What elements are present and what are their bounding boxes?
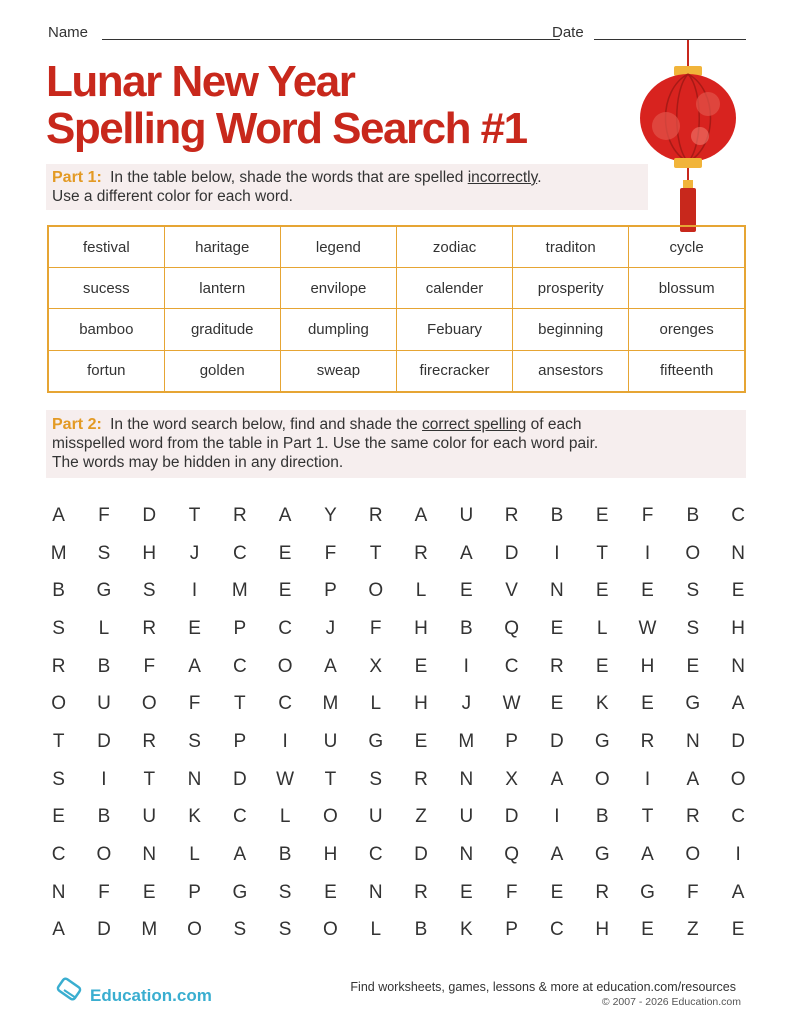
word-search-letter[interactable]: S bbox=[686, 617, 700, 639]
word-cell[interactable]: fifteenth bbox=[629, 350, 745, 392]
word-search-letter[interactable]: T bbox=[143, 768, 156, 790]
word-search-letter[interactable]: E bbox=[459, 580, 473, 602]
word-search-letter[interactable]: N bbox=[685, 730, 700, 752]
word-search-letter[interactable]: N bbox=[550, 580, 564, 602]
word-search-letter[interactable]: E bbox=[414, 655, 428, 677]
word-cell[interactable]: bamboo bbox=[48, 309, 164, 350]
word-search-letter[interactable]: T bbox=[641, 806, 654, 828]
word-search-letter[interactable]: R bbox=[368, 504, 383, 526]
word-search-letter[interactable]: P bbox=[233, 730, 247, 752]
word-search-row bbox=[36, 610, 761, 648]
word-search-letter[interactable]: S bbox=[369, 768, 383, 790]
word-cell[interactable]: beginning bbox=[513, 309, 629, 350]
word-search-letter[interactable]: G bbox=[96, 580, 112, 602]
name-field-line[interactable] bbox=[102, 39, 560, 40]
word-search-letter[interactable]: C bbox=[232, 542, 247, 564]
word-search-row bbox=[36, 572, 761, 610]
word-search-letter[interactable]: Q bbox=[504, 617, 519, 639]
word-search-row bbox=[36, 648, 761, 686]
word-cell[interactable]: graditude bbox=[164, 309, 280, 350]
word-search-letter[interactable]: D bbox=[97, 919, 111, 941]
word-cell[interactable]: blossum bbox=[629, 268, 745, 309]
word-search-letter[interactable]: D bbox=[142, 504, 157, 526]
word-search-letter[interactable]: P bbox=[324, 580, 337, 602]
part2-text-after: of each bbox=[526, 416, 582, 433]
word-search-letter[interactable]: R bbox=[142, 730, 157, 752]
word-search-grid bbox=[36, 497, 761, 949]
part1-instructions bbox=[46, 164, 648, 210]
word-search-letter[interactable]: R bbox=[550, 655, 564, 677]
word-search-letter[interactable]: X bbox=[505, 768, 518, 790]
word-cell[interactable]: sucess bbox=[48, 268, 164, 309]
word-search-letter[interactable]: S bbox=[686, 580, 700, 602]
word-search-letter[interactable]: A bbox=[641, 844, 654, 866]
part1-text-after: . bbox=[537, 169, 542, 186]
word-search-letter[interactable]: O bbox=[187, 919, 202, 941]
word-search-letter[interactable]: B bbox=[52, 580, 65, 602]
word-search-letter[interactable]: P bbox=[233, 617, 247, 639]
word-search-letter[interactable]: N bbox=[459, 844, 474, 866]
word-search-letter[interactable]: R bbox=[142, 617, 157, 639]
word-search-letter[interactable]: K bbox=[459, 919, 473, 941]
word-search-letter[interactable]: O bbox=[685, 844, 701, 866]
word-search-letter[interactable]: F bbox=[324, 542, 337, 564]
word-search-letter[interactable]: E bbox=[686, 655, 700, 677]
word-search-letter[interactable]: R bbox=[414, 881, 428, 903]
word-search-letter[interactable]: S bbox=[142, 580, 156, 602]
word-search-letter[interactable]: H bbox=[595, 919, 610, 941]
word-search-letter[interactable]: A bbox=[731, 693, 745, 715]
word-search-letter[interactable]: E bbox=[278, 542, 292, 564]
word-search-letter[interactable]: A bbox=[731, 881, 745, 903]
word-search-letter[interactable]: T bbox=[369, 542, 382, 564]
word-search-letter[interactable]: O bbox=[368, 580, 384, 602]
word-search-letter[interactable]: D bbox=[97, 730, 111, 752]
word-search-letter[interactable]: R bbox=[685, 806, 700, 828]
word-search-letter[interactable]: B bbox=[97, 655, 111, 677]
word-search-letter[interactable]: E bbox=[595, 655, 609, 677]
word-search-row bbox=[36, 874, 761, 912]
word-search-letter[interactable]: R bbox=[640, 730, 655, 752]
name-label: Name bbox=[48, 24, 89, 41]
word-search-letter[interactable]: I bbox=[191, 580, 198, 602]
word-search-letter[interactable]: T bbox=[234, 693, 246, 715]
word-search-letter[interactable]: M bbox=[322, 693, 339, 715]
word-cell[interactable]: haritage bbox=[164, 226, 280, 268]
word-search-letter[interactable]: R bbox=[504, 504, 519, 526]
word-search-letter[interactable]: C bbox=[278, 617, 292, 639]
table-row bbox=[48, 309, 745, 350]
word-search-letter[interactable]: E bbox=[188, 617, 201, 639]
word-search-row bbox=[36, 685, 761, 723]
word-search-letter[interactable]: F bbox=[505, 881, 518, 903]
word-search-letter[interactable]: F bbox=[143, 655, 156, 677]
word-search-letter[interactable]: E bbox=[550, 693, 564, 715]
word-cell[interactable]: ansestors bbox=[513, 350, 629, 392]
word-search-letter[interactable]: I bbox=[644, 768, 651, 790]
word-search-letter[interactable]: Q bbox=[504, 844, 519, 866]
table-row bbox=[48, 226, 745, 268]
word-search-letter[interactable]: A bbox=[324, 655, 337, 677]
word-search-letter[interactable]: E bbox=[550, 881, 564, 903]
word-search-letter[interactable]: C bbox=[504, 655, 519, 677]
word-search-letter[interactable]: T bbox=[188, 504, 201, 526]
word-search-letter[interactable]: D bbox=[232, 768, 247, 790]
word-search-letter[interactable]: S bbox=[188, 730, 201, 752]
word-search-letter[interactable]: O bbox=[51, 693, 67, 715]
word-search-letter[interactable]: I bbox=[101, 768, 107, 790]
part2-line3: The words may be hidden in any direction. bbox=[52, 454, 344, 471]
word-search-letter[interactable]: E bbox=[459, 881, 473, 903]
word-cell[interactable]: firecracker bbox=[396, 350, 512, 392]
word-search-letter[interactable]: E bbox=[324, 881, 337, 903]
word-search-letter[interactable]: E bbox=[414, 730, 428, 752]
word-search-letter[interactable]: D bbox=[414, 844, 428, 866]
word-search-letter[interactable]: C bbox=[51, 844, 66, 866]
word-search-letter[interactable]: G bbox=[368, 730, 384, 752]
word-search-letter[interactable]: F bbox=[98, 504, 110, 526]
word-search-letter[interactable]: G bbox=[232, 881, 248, 903]
word-search-letter[interactable]: D bbox=[504, 806, 519, 828]
word-search-letter[interactable]: C bbox=[731, 806, 745, 828]
word-search-letter[interactable]: I bbox=[554, 806, 560, 828]
word-search-letter[interactable]: C bbox=[278, 693, 292, 715]
word-cell[interactable]: sweap bbox=[280, 350, 396, 392]
word-search-letter[interactable]: R bbox=[232, 504, 247, 526]
word-search-letter[interactable]: H bbox=[414, 617, 428, 639]
title-line-2: Spelling Word Search #1 bbox=[46, 104, 527, 153]
word-search-letter[interactable]: U bbox=[142, 806, 157, 828]
word-search-letter[interactable]: E bbox=[641, 919, 654, 941]
word-search-letter[interactable]: J bbox=[325, 617, 336, 639]
word-search-letter[interactable]: E bbox=[52, 806, 65, 828]
word-cell[interactable]: legend bbox=[280, 226, 396, 268]
word-cell[interactable]: zodiac bbox=[396, 226, 512, 268]
word-cell[interactable]: dumpling bbox=[280, 309, 396, 350]
word-search-letter[interactable]: W bbox=[276, 768, 295, 790]
word-search-row bbox=[36, 761, 761, 799]
word-search-letter[interactable]: M bbox=[458, 730, 475, 752]
word-search-letter[interactable]: J bbox=[461, 693, 472, 715]
word-search-letter[interactable]: O bbox=[96, 844, 112, 866]
word-search-letter[interactable]: B bbox=[459, 617, 473, 639]
word-search-letter[interactable]: L bbox=[370, 693, 382, 715]
word-search-letter[interactable]: N bbox=[142, 844, 157, 866]
word-search-letter[interactable]: H bbox=[640, 655, 655, 677]
word-search-letter[interactable]: T bbox=[324, 768, 337, 790]
word-search-letter[interactable]: O bbox=[730, 768, 746, 790]
word-search-letter[interactable]: S bbox=[97, 542, 111, 564]
word-search-letter[interactable]: R bbox=[414, 542, 428, 564]
word-search-letter[interactable]: C bbox=[368, 844, 383, 866]
word-search-letter[interactable]: W bbox=[502, 693, 521, 715]
word-search-letter[interactable]: R bbox=[414, 768, 428, 790]
word-cell[interactable]: orenges bbox=[629, 309, 745, 350]
word-search-letter[interactable]: F bbox=[369, 617, 382, 639]
word-search-letter[interactable]: A bbox=[52, 919, 65, 941]
part1-text-before: In the table below, shade the words that are spelled bbox=[110, 169, 468, 186]
part2-instructions bbox=[46, 410, 746, 478]
word-search-letter[interactable]: O bbox=[323, 919, 338, 941]
word-search-letter[interactable]: A bbox=[686, 768, 700, 790]
word-search-letter[interactable]: F bbox=[188, 693, 201, 715]
word-search-letter[interactable]: O bbox=[141, 693, 157, 715]
word-search-letter[interactable]: U bbox=[368, 806, 383, 828]
word-cell[interactable]: calender bbox=[396, 268, 512, 309]
word-search-letter[interactable]: U bbox=[323, 730, 338, 752]
word-search-letter[interactable]: A bbox=[550, 768, 564, 790]
word-search-letter[interactable]: C bbox=[550, 919, 564, 941]
word-search-letter[interactable]: E bbox=[641, 580, 654, 602]
table-row bbox=[48, 268, 745, 309]
part1-underlined: incorrectly bbox=[467, 169, 538, 186]
word-search-letter[interactable]: L bbox=[98, 617, 110, 639]
word-search-letter[interactable]: O bbox=[277, 655, 293, 677]
word-cell[interactable]: festival bbox=[48, 226, 164, 268]
word-search-letter[interactable]: B bbox=[550, 504, 564, 526]
word-search-letter[interactable]: S bbox=[52, 768, 65, 790]
word-search-letter[interactable]: E bbox=[550, 617, 564, 639]
word-search-letter[interactable]: L bbox=[370, 919, 382, 941]
word-cell[interactable]: Febuary bbox=[396, 309, 512, 350]
word-search-letter[interactable]: H bbox=[323, 844, 338, 866]
word-search-letter[interactable]: F bbox=[687, 881, 699, 903]
word-search-letter[interactable]: A bbox=[188, 655, 201, 677]
word-search-letter[interactable]: B bbox=[595, 806, 609, 828]
word-search-letter[interactable]: H bbox=[142, 542, 157, 564]
word-search-letter[interactable]: G bbox=[685, 693, 701, 715]
worksheet-title bbox=[46, 58, 606, 152]
word-cell[interactable]: lantern bbox=[164, 268, 280, 309]
word-search-letter[interactable]: A bbox=[278, 504, 292, 526]
part2-text-before: In the word search below, find and shade the bbox=[110, 416, 423, 433]
word-cell[interactable]: cycle bbox=[629, 226, 745, 268]
word-search-letter[interactable]: U bbox=[97, 693, 111, 715]
word-search-letter[interactable]: F bbox=[641, 504, 654, 526]
word-search-letter[interactable]: D bbox=[550, 730, 564, 752]
word-search-letter[interactable]: E bbox=[595, 504, 609, 526]
word-search-letter[interactable]: G bbox=[594, 844, 610, 866]
word-search-letter[interactable]: E bbox=[595, 580, 609, 602]
word-search-letter[interactable]: E bbox=[731, 919, 745, 941]
date-label: Date bbox=[552, 24, 584, 41]
word-search-letter[interactable]: A bbox=[52, 504, 65, 526]
word-search-letter[interactable]: L bbox=[596, 617, 608, 639]
word-search-letter[interactable]: E bbox=[278, 580, 292, 602]
education-logo-text: Education.com bbox=[90, 986, 212, 1005]
word-search-letter[interactable]: I bbox=[463, 655, 469, 677]
part1-line2: Use a different color for each word. bbox=[52, 188, 293, 205]
word-search-letter[interactable]: R bbox=[595, 881, 610, 903]
word-search-letter[interactable]: N bbox=[459, 768, 474, 790]
word-search-letter[interactable]: M bbox=[231, 580, 248, 602]
word-search-letter[interactable]: N bbox=[51, 881, 66, 903]
word-search-letter[interactable]: N bbox=[368, 881, 383, 903]
word-search-letter[interactable]: I bbox=[735, 844, 741, 866]
word-search-letter[interactable]: N bbox=[187, 768, 202, 790]
word-search-letter[interactable]: L bbox=[415, 580, 427, 602]
word-search-row bbox=[36, 799, 761, 837]
word-search-letter[interactable]: Y bbox=[324, 504, 337, 526]
word-search-row bbox=[36, 723, 761, 761]
word-search-letter[interactable]: F bbox=[98, 881, 110, 903]
word-search-letter[interactable]: D bbox=[731, 730, 745, 752]
word-search-letter[interactable]: S bbox=[233, 919, 247, 941]
word-search-row bbox=[36, 836, 761, 874]
word-search-letter[interactable]: P bbox=[505, 730, 518, 752]
word-search-letter[interactable]: R bbox=[51, 655, 66, 677]
word-search-letter[interactable]: B bbox=[414, 919, 428, 941]
word-search-letter[interactable]: C bbox=[232, 655, 247, 677]
word-search-letter[interactable]: N bbox=[731, 655, 745, 677]
word-search-letter[interactable]: K bbox=[595, 693, 609, 715]
word-search-letter[interactable]: I bbox=[282, 730, 288, 752]
footer-resources-text[interactable]: Find worksheets, games, lessons & more at education.com/resources bbox=[350, 980, 736, 994]
word-search-letter[interactable]: A bbox=[414, 504, 428, 526]
word-search-letter[interactable]: T bbox=[596, 542, 609, 564]
word-search-letter[interactable]: I bbox=[644, 542, 651, 564]
word-search-letter[interactable]: T bbox=[52, 730, 65, 752]
word-search-letter[interactable]: C bbox=[232, 806, 247, 828]
word-search-letter[interactable]: E bbox=[731, 580, 745, 602]
word-search-letter[interactable]: O bbox=[685, 542, 701, 564]
lantern-icon bbox=[636, 40, 740, 236]
word-search-letter[interactable]: L bbox=[189, 844, 200, 866]
word-search-letter[interactable]: S bbox=[278, 919, 292, 941]
word-search-letter[interactable]: D bbox=[504, 542, 519, 564]
word-cell[interactable]: traditon bbox=[513, 226, 629, 268]
title-line-1: Lunar New Year bbox=[46, 57, 355, 106]
word-search-row bbox=[36, 535, 761, 573]
word-search-letter[interactable]: P bbox=[188, 881, 201, 903]
word-search-letter[interactable]: E bbox=[641, 693, 654, 715]
part2-line2: misspelled word from the table in Part 1. Use the same color for each word pair. bbox=[52, 435, 599, 452]
word-search-letter[interactable]: V bbox=[505, 580, 518, 602]
word-search-letter[interactable]: A bbox=[233, 844, 247, 866]
word-search-letter[interactable]: G bbox=[594, 730, 610, 752]
word-cell[interactable]: envilope bbox=[280, 268, 396, 309]
part1-label: Part 1: bbox=[52, 169, 102, 186]
word-search-letter[interactable]: S bbox=[52, 617, 65, 639]
word-search-letter[interactable]: B bbox=[686, 504, 700, 526]
word-search-letter[interactable]: H bbox=[731, 617, 745, 639]
word-search-letter[interactable]: C bbox=[731, 504, 745, 526]
word-search-letter[interactable]: X bbox=[369, 655, 383, 677]
word-search-letter[interactable]: P bbox=[505, 919, 518, 941]
table-row bbox=[48, 350, 745, 392]
education-logo[interactable] bbox=[56, 974, 216, 1006]
word-search-letter[interactable]: L bbox=[279, 806, 291, 828]
word-search-letter[interactable]: K bbox=[188, 806, 201, 828]
word-search-letter[interactable]: A bbox=[459, 542, 473, 564]
part2-underlined: correct spelling bbox=[422, 416, 527, 433]
word-search-letter[interactable]: A bbox=[550, 844, 564, 866]
word-cell[interactable]: fortun bbox=[48, 350, 164, 392]
word-search-letter[interactable]: W bbox=[638, 617, 657, 639]
word-search-row bbox=[36, 497, 761, 535]
word-search-letter[interactable]: J bbox=[189, 542, 200, 564]
part2-label: Part 2: bbox=[52, 416, 102, 433]
word-search-letter[interactable]: U bbox=[459, 504, 474, 526]
word-search-letter[interactable]: N bbox=[731, 542, 745, 564]
word-search-row bbox=[36, 912, 761, 950]
word-search-letter[interactable]: U bbox=[459, 806, 474, 828]
word-search-letter[interactable]: B bbox=[97, 806, 111, 828]
word-search-letter[interactable]: H bbox=[414, 693, 428, 715]
word-cell[interactable]: prosperity bbox=[513, 268, 629, 309]
word-search-letter[interactable]: G bbox=[640, 881, 655, 903]
word-search-letter[interactable]: S bbox=[278, 881, 292, 903]
word-search-letter[interactable]: E bbox=[142, 881, 156, 903]
word-search-letter[interactable]: O bbox=[323, 806, 338, 828]
word-search-letter[interactable]: M bbox=[50, 542, 67, 564]
spelling-words-table bbox=[47, 225, 746, 393]
footer-copyright: © 2007 - 2026 Education.com bbox=[601, 996, 741, 1008]
word-search-letter[interactable]: O bbox=[594, 768, 610, 790]
word-search-letter[interactable]: Z bbox=[687, 919, 699, 941]
word-search-letter[interactable]: M bbox=[141, 919, 158, 941]
word-cell[interactable]: golden bbox=[164, 350, 280, 392]
word-search-letter[interactable]: Z bbox=[415, 806, 427, 828]
word-search-letter[interactable]: B bbox=[278, 844, 292, 866]
word-search-letter[interactable]: I bbox=[554, 542, 560, 564]
education-logo-icon bbox=[56, 976, 86, 1006]
